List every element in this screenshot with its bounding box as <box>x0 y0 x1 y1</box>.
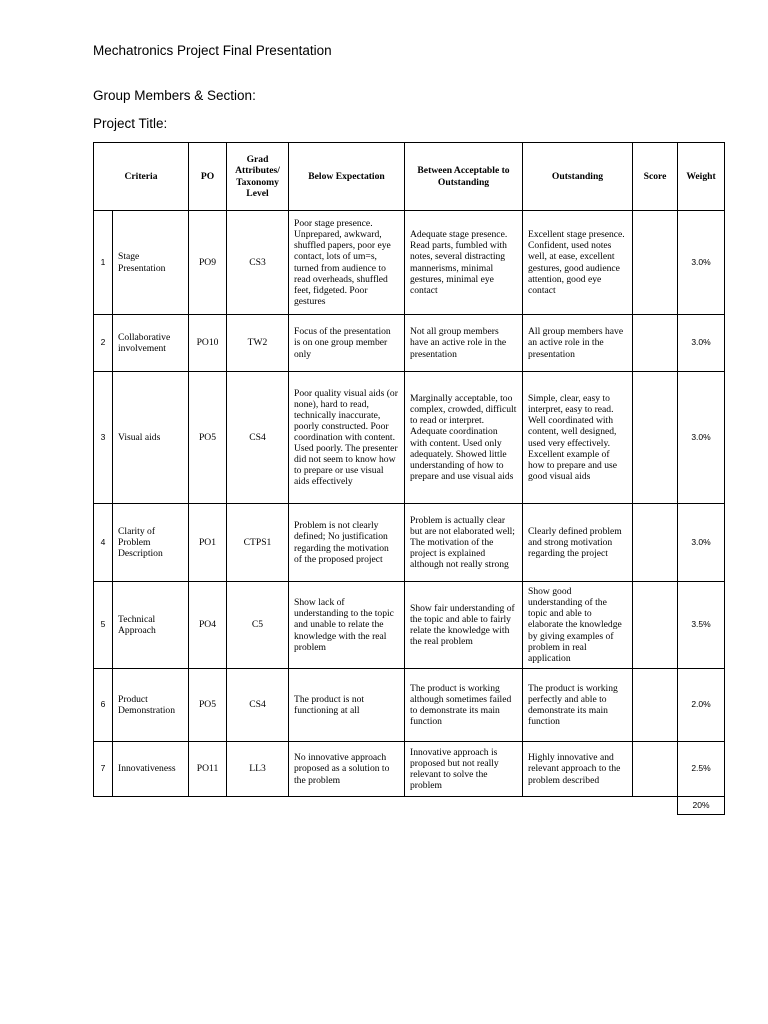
score-cell[interactable] <box>633 504 678 582</box>
between-cell: Show fair understanding of the topic and able to fairly relate the knowledge with the real problem <box>405 582 523 669</box>
table-header-row <box>94 143 725 211</box>
row-number: 1 <box>94 211 113 315</box>
weight-cell: 3.0% <box>678 372 725 504</box>
row-number: 2 <box>94 315 113 372</box>
row-number: 3 <box>94 372 113 504</box>
score-cell[interactable] <box>633 669 678 742</box>
criteria-cell: Innovativeness <box>113 742 189 797</box>
header-grad-attributes: Grad Attributes/ Taxonomy Level <box>227 143 289 211</box>
header-between: Between Acceptable to Outstanding <box>405 143 523 211</box>
header-criteria: Criteria <box>94 143 189 211</box>
row-number: 4 <box>94 504 113 582</box>
level-cell: TW2 <box>227 315 289 372</box>
row-number: 7 <box>94 742 113 797</box>
header-po: PO <box>189 143 227 211</box>
table-row <box>94 211 725 315</box>
weight-cell: 3.0% <box>678 211 725 315</box>
weight-cell: 3.0% <box>678 315 725 372</box>
level-cell: CS4 <box>227 669 289 742</box>
criteria-cell: Collaborative involvement <box>113 315 189 372</box>
po-cell: PO5 <box>189 669 227 742</box>
between-cell: Not all group members have an active role in the presentation <box>405 315 523 372</box>
outstanding-cell: Highly innovative and relevant approach to the problem described <box>523 742 633 797</box>
total-spacer <box>94 797 678 815</box>
outstanding-cell: Simple, clear, easy to interpret, easy to read. Well coordinated with content, well designed, used very effectively. Excellent example of how to prepare and use good visual aids <box>523 372 633 504</box>
below-expectation-cell: Poor quality visual aids (or none), hard to read, technically inaccurate, poorly constructed. Poor coordination with content. Used poorly. The presenter did not seem to know how to prepare or use visual aids effectively <box>289 372 405 504</box>
po-cell: PO4 <box>189 582 227 669</box>
outstanding-cell: Excellent stage presence. Confident, used notes well, at ease, excellent gestures, good audience attention, good eye contact <box>523 211 633 315</box>
table-row <box>94 669 725 742</box>
below-expectation-cell: Focus of the presentation is on one group member only <box>289 315 405 372</box>
score-cell[interactable] <box>633 211 678 315</box>
po-cell: PO1 <box>189 504 227 582</box>
header-outstanding: Outstanding <box>523 143 633 211</box>
between-cell: Adequate stage presence. Read parts, fumbled with notes, several distracting mannerisms, minimal gestures, minimal eye contact <box>405 211 523 315</box>
score-cell[interactable] <box>633 582 678 669</box>
document-title: Mechatronics Project Final Presentation <box>93 43 332 58</box>
header-below-expectation: Below Expectation <box>289 143 405 211</box>
table-row <box>94 582 725 669</box>
score-cell[interactable] <box>633 315 678 372</box>
po-cell: PO9 <box>189 211 227 315</box>
weight-cell: 3.5% <box>678 582 725 669</box>
weight-cell: 2.0% <box>678 669 725 742</box>
criteria-cell: Stage Presentation <box>113 211 189 315</box>
po-cell: PO5 <box>189 372 227 504</box>
outstanding-cell: Clearly defined problem and strong motivation regarding the project <box>523 504 633 582</box>
criteria-cell: Technical Approach <box>113 582 189 669</box>
below-expectation-cell: Show lack of understanding to the topic and unable to relate the knowledge with the real problem <box>289 582 405 669</box>
po-cell: PO11 <box>189 742 227 797</box>
row-number: 6 <box>94 669 113 742</box>
table-row <box>94 315 725 372</box>
criteria-cell: Visual aids <box>113 372 189 504</box>
level-cell: CTPS1 <box>227 504 289 582</box>
group-members-label: Group Members & Section: <box>93 88 256 103</box>
below-expectation-cell: No innovative approach proposed as a solution to the problem <box>289 742 405 797</box>
below-expectation-cell: The product is not functioning at all <box>289 669 405 742</box>
project-title-label: Project Title: <box>93 116 168 131</box>
header-score: Score <box>633 143 678 211</box>
below-expectation-cell: Poor stage presence. Unprepared, awkward, shuffled papers, poor eye contact, lots of um=s, turned from audience to read overheads, shuffled feet, fidgeted. Poor gestures <box>289 211 405 315</box>
between-cell: Problem is actually clear but are not elaborated well; The motivation of the project is explained although not really strong <box>405 504 523 582</box>
level-cell: CS4 <box>227 372 289 504</box>
weight-cell: 3.0% <box>678 504 725 582</box>
total-weight-cell: 20% <box>678 797 725 815</box>
level-cell: C5 <box>227 582 289 669</box>
row-number: 5 <box>94 582 113 669</box>
criteria-cell: Product Demonstration <box>113 669 189 742</box>
table-row <box>94 372 725 504</box>
po-cell: PO10 <box>189 315 227 372</box>
level-cell: LL3 <box>227 742 289 797</box>
weight-cell: 2.5% <box>678 742 725 797</box>
outstanding-cell: Show good understanding of the topic and able to elaborate the knowledge by giving examples of problem in real application <box>523 582 633 669</box>
criteria-cell: Clarity of Problem Description <box>113 504 189 582</box>
total-row <box>94 797 725 815</box>
table-row <box>94 742 725 797</box>
between-cell: Innovative approach is proposed but not really relevant to solve the problem <box>405 742 523 797</box>
outstanding-cell: All group members have an active role in the presentation <box>523 315 633 372</box>
outstanding-cell: The product is working perfectly and able to demonstrate its main function <box>523 669 633 742</box>
table-row <box>94 504 725 582</box>
rubric-table <box>93 142 725 815</box>
between-cell: The product is working although sometimes failed to demonstrate its main function <box>405 669 523 742</box>
header-weight: Weight <box>678 143 725 211</box>
level-cell: CS3 <box>227 211 289 315</box>
below-expectation-cell: Problem is not clearly defined; No justification regarding the motivation of the proposed project <box>289 504 405 582</box>
between-cell: Marginally acceptable, too complex, crowded, difficult to read or interpret. Adequate coordination with content. Used only adequately. Showed little understanding of how to prepare and use visual aids <box>405 372 523 504</box>
score-cell[interactable] <box>633 742 678 797</box>
score-cell[interactable] <box>633 372 678 504</box>
